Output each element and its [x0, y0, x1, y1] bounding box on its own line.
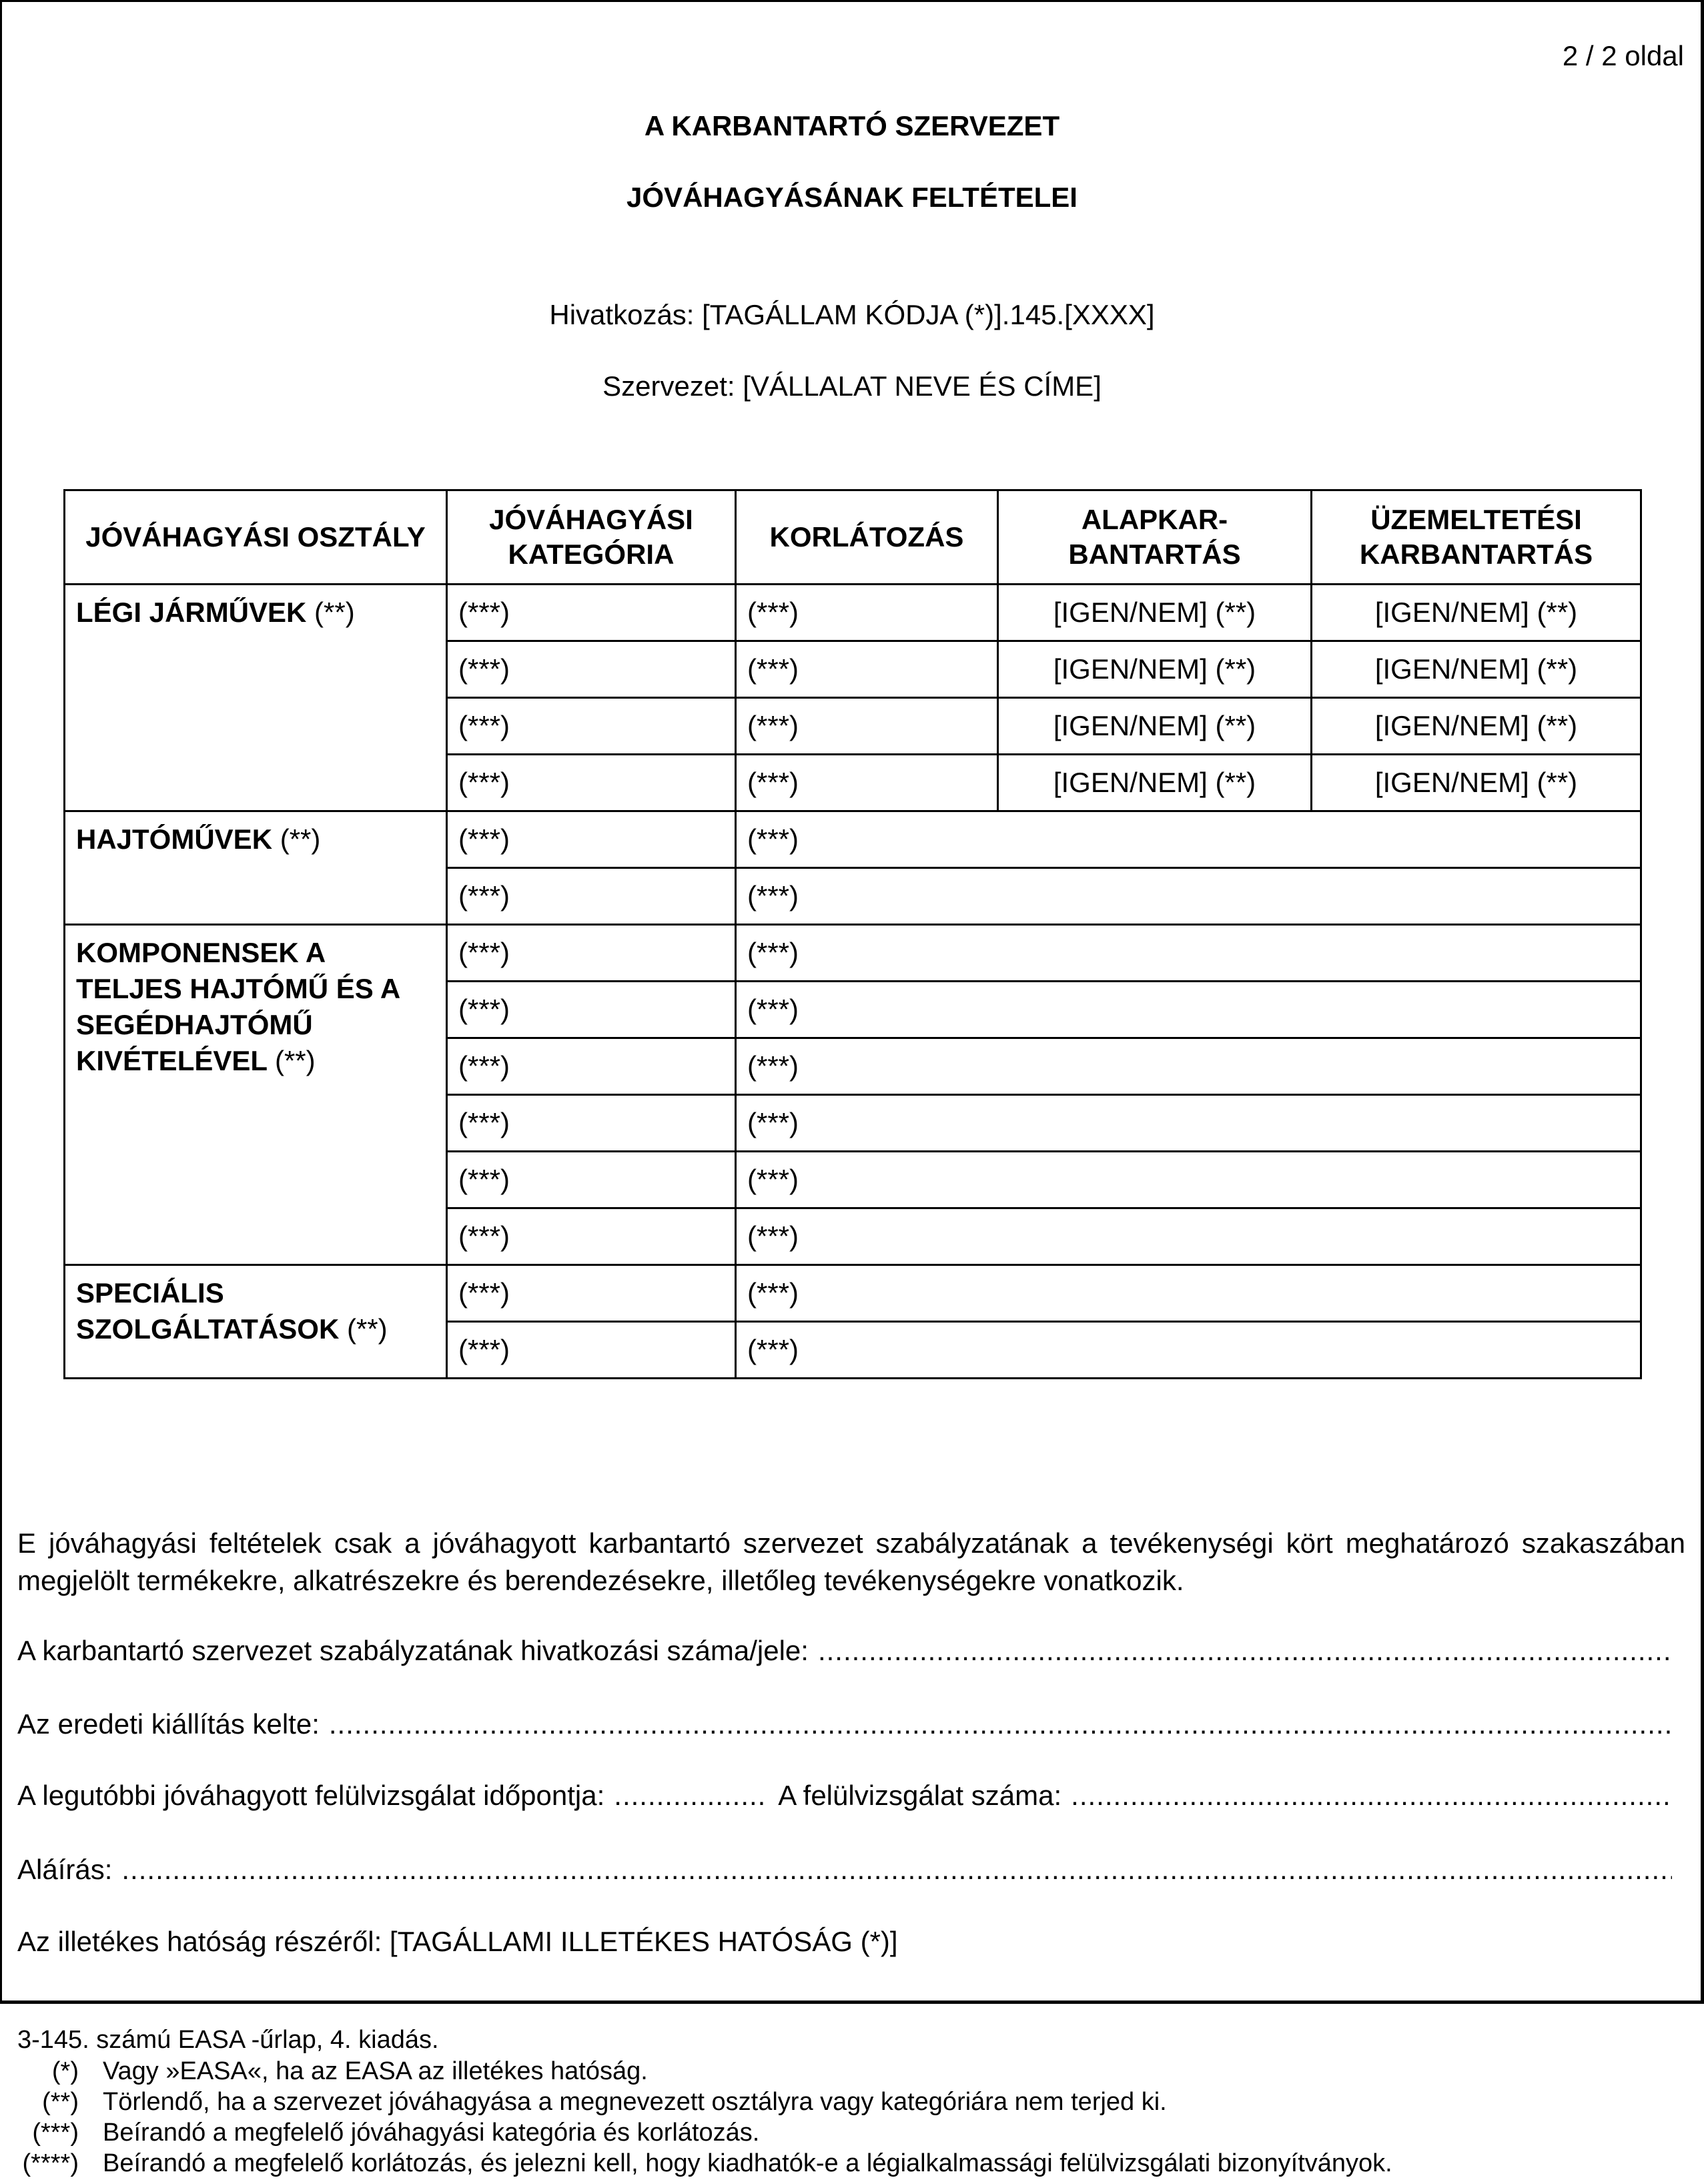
- table-row: [65, 1265, 1641, 1322]
- limitation-cell[interactable]: (***): [736, 1152, 1641, 1208]
- category-cell[interactable]: (***): [447, 1208, 736, 1265]
- title-line-1: A KARBANTARTÓ SZERVEZET: [644, 110, 1060, 141]
- signature-label: Aláírás:: [17, 1854, 113, 1885]
- limitation-cell[interactable]: (***): [736, 641, 998, 698]
- header-limitation: KORLÁTOZÁS: [736, 490, 998, 585]
- category-cell[interactable]: (***): [447, 698, 736, 755]
- scope-paragraph: E jóváhagyási feltételek csak a jóváhagyott karbantartó szervezet szabályzatának a tevékenységi kört meghatározó szakaszában megjelölt termékekre, alkatrészekre és berendezésekre, illetőleg tevékenységekre vonatkozik.: [17, 1527, 1685, 1596]
- header-class: JÓVÁHAGYÁSI OSZTÁLY: [65, 490, 447, 585]
- table-row: [65, 925, 1641, 982]
- table-row: [65, 811, 1641, 868]
- revision-number-label: A felülvizsgálat száma:: [778, 1780, 1062, 1811]
- signature-input[interactable]: [121, 1854, 1672, 1886]
- limitation-cell[interactable]: (***): [736, 1208, 1641, 1265]
- limitation-cell[interactable]: (***): [736, 755, 998, 811]
- limitation-cell[interactable]: (***): [736, 698, 998, 755]
- footnote-text: Törlendő, ha a szervezet jóváhagyása a megnevezett osztályra vagy kategóriára nem terjed ki.: [103, 2088, 1167, 2116]
- category-cell[interactable]: (***): [447, 1265, 736, 1322]
- header-line-maintenance: ÜZEMELTETÉSI KARBANTARTÁS: [1312, 490, 1641, 585]
- revision-field: [17, 1780, 1672, 1812]
- line-maintenance-cell[interactable]: [IGEN/NEM] (**): [1312, 585, 1641, 641]
- line-maintenance-cell[interactable]: [IGEN/NEM] (**): [1312, 698, 1641, 755]
- footnote-mark: (*): [51, 2057, 79, 2085]
- footnote-mark: (***): [32, 2119, 79, 2147]
- category-cell[interactable]: (***): [447, 1095, 736, 1152]
- footnote-text: Beírandó a megfelelő jóváhagyási kategória és korlátozás.: [103, 2119, 760, 2147]
- limitation-cell[interactable]: (***): [736, 868, 1641, 925]
- authority-line: Az illetékes hatóság részéről: [TAGÁLLAMI ILLETÉKES HATÓSÁG (*)]: [17, 1926, 898, 1957]
- limitation-cell[interactable]: (***): [736, 982, 1641, 1038]
- limitation-cell[interactable]: (***): [736, 925, 1641, 982]
- footnote-mark: (****): [22, 2149, 79, 2177]
- limitation-cell[interactable]: (***): [736, 1095, 1641, 1152]
- category-cell[interactable]: (***): [447, 641, 736, 698]
- form-identifier: 3-145. számú EASA -űrlap, 4. kiadás.: [17, 2026, 439, 2054]
- original-issue-label: Az eredeti kiállítás kelte:: [17, 1708, 320, 1740]
- last-revision-date-label: A legutóbbi jóváhagyott felülvizsgálat időpontja:: [17, 1780, 605, 1811]
- table-row: [65, 585, 1641, 641]
- revision-number-input[interactable]: [1071, 1780, 1672, 1812]
- class-specialised-services: SPECIÁLIS SZOLGÁLTATÁSOK (**): [65, 1265, 447, 1379]
- line-maintenance-cell[interactable]: [IGEN/NEM] (**): [1312, 755, 1641, 811]
- class-engines: HAJTÓMŰVEK (**): [65, 811, 447, 925]
- category-cell[interactable]: (***): [447, 585, 736, 641]
- limitation-cell[interactable]: (***): [736, 811, 1641, 868]
- header-base-maintenance: ALAPKAR-BANTARTÁS: [998, 490, 1312, 585]
- class-aircraft: LÉGI JÁRMŰVEK (**): [65, 585, 447, 811]
- category-cell[interactable]: (***): [447, 1152, 736, 1208]
- limitation-cell[interactable]: (***): [736, 585, 998, 641]
- organisation-line: Szervezet: [VÁLLALAT NEVE ÉS CÍME]: [602, 370, 1102, 402]
- base-maintenance-cell[interactable]: [IGEN/NEM] (**): [998, 585, 1312, 641]
- original-issue-field: [17, 1708, 1672, 1740]
- original-issue-input[interactable]: [329, 1708, 1672, 1740]
- category-cell[interactable]: (***): [447, 982, 736, 1038]
- line-maintenance-cell[interactable]: [IGEN/NEM] (**): [1312, 641, 1641, 698]
- base-maintenance-cell[interactable]: [IGEN/NEM] (**): [998, 698, 1312, 755]
- header-category: JÓVÁHAGYÁSI KATEGÓRIA: [447, 490, 736, 585]
- category-cell[interactable]: (***): [447, 868, 736, 925]
- footnote: [0, 2057, 648, 2086]
- limitation-cell[interactable]: (***): [736, 1322, 1641, 1379]
- limitation-cell[interactable]: (***): [736, 1038, 1641, 1095]
- footnote-text: Vagy »EASA«, ha az EASA az illetékes hatóság.: [103, 2057, 648, 2085]
- page-number: 2 / 2 oldal: [1562, 40, 1684, 71]
- title-line-2: JÓVÁHAGYÁSÁNAK FELTÉTELEI: [626, 181, 1078, 213]
- category-cell[interactable]: (***): [447, 1038, 736, 1095]
- category-cell[interactable]: (***): [447, 811, 736, 868]
- category-cell[interactable]: (***): [447, 925, 736, 982]
- last-revision-date-input[interactable]: [614, 1780, 767, 1812]
- approval-conditions-table: [63, 489, 1642, 1379]
- footnote: [0, 2149, 1392, 2178]
- base-maintenance-cell[interactable]: [IGEN/NEM] (**): [998, 755, 1312, 811]
- limitation-cell[interactable]: (***): [736, 1265, 1641, 1322]
- reference-line: Hivatkozás: [TAGÁLLAM KÓDJA (*)].145.[XXXX]: [549, 299, 1155, 330]
- footnote: [0, 2119, 759, 2147]
- signature-field: [17, 1854, 1672, 1886]
- exposition-reference-field: [17, 1635, 1672, 1667]
- footnote-mark: (**): [42, 2088, 79, 2116]
- exposition-reference-label: A karbantartó szervezet szabályzatának hivatkozási száma/jele:: [17, 1635, 809, 1666]
- class-components: KOMPONENSEK A TELJES HAJTÓMŰ ÉS A SEGÉDHAJTÓMŰ KIVÉTELÉVEL (**): [65, 925, 447, 1265]
- exposition-reference-input[interactable]: [818, 1635, 1672, 1667]
- category-cell[interactable]: (***): [447, 1322, 736, 1379]
- table-header-row: [65, 490, 1641, 585]
- footnote-text: Beírandó a megfelelő korlátozás, és jelezni kell, hogy kiadhatók-e a légialkalmassági felülvizsgálati bizonyítványok.: [103, 2149, 1392, 2177]
- category-cell[interactable]: (***): [447, 755, 736, 811]
- footnote: [0, 2088, 1167, 2117]
- base-maintenance-cell[interactable]: [IGEN/NEM] (**): [998, 641, 1312, 698]
